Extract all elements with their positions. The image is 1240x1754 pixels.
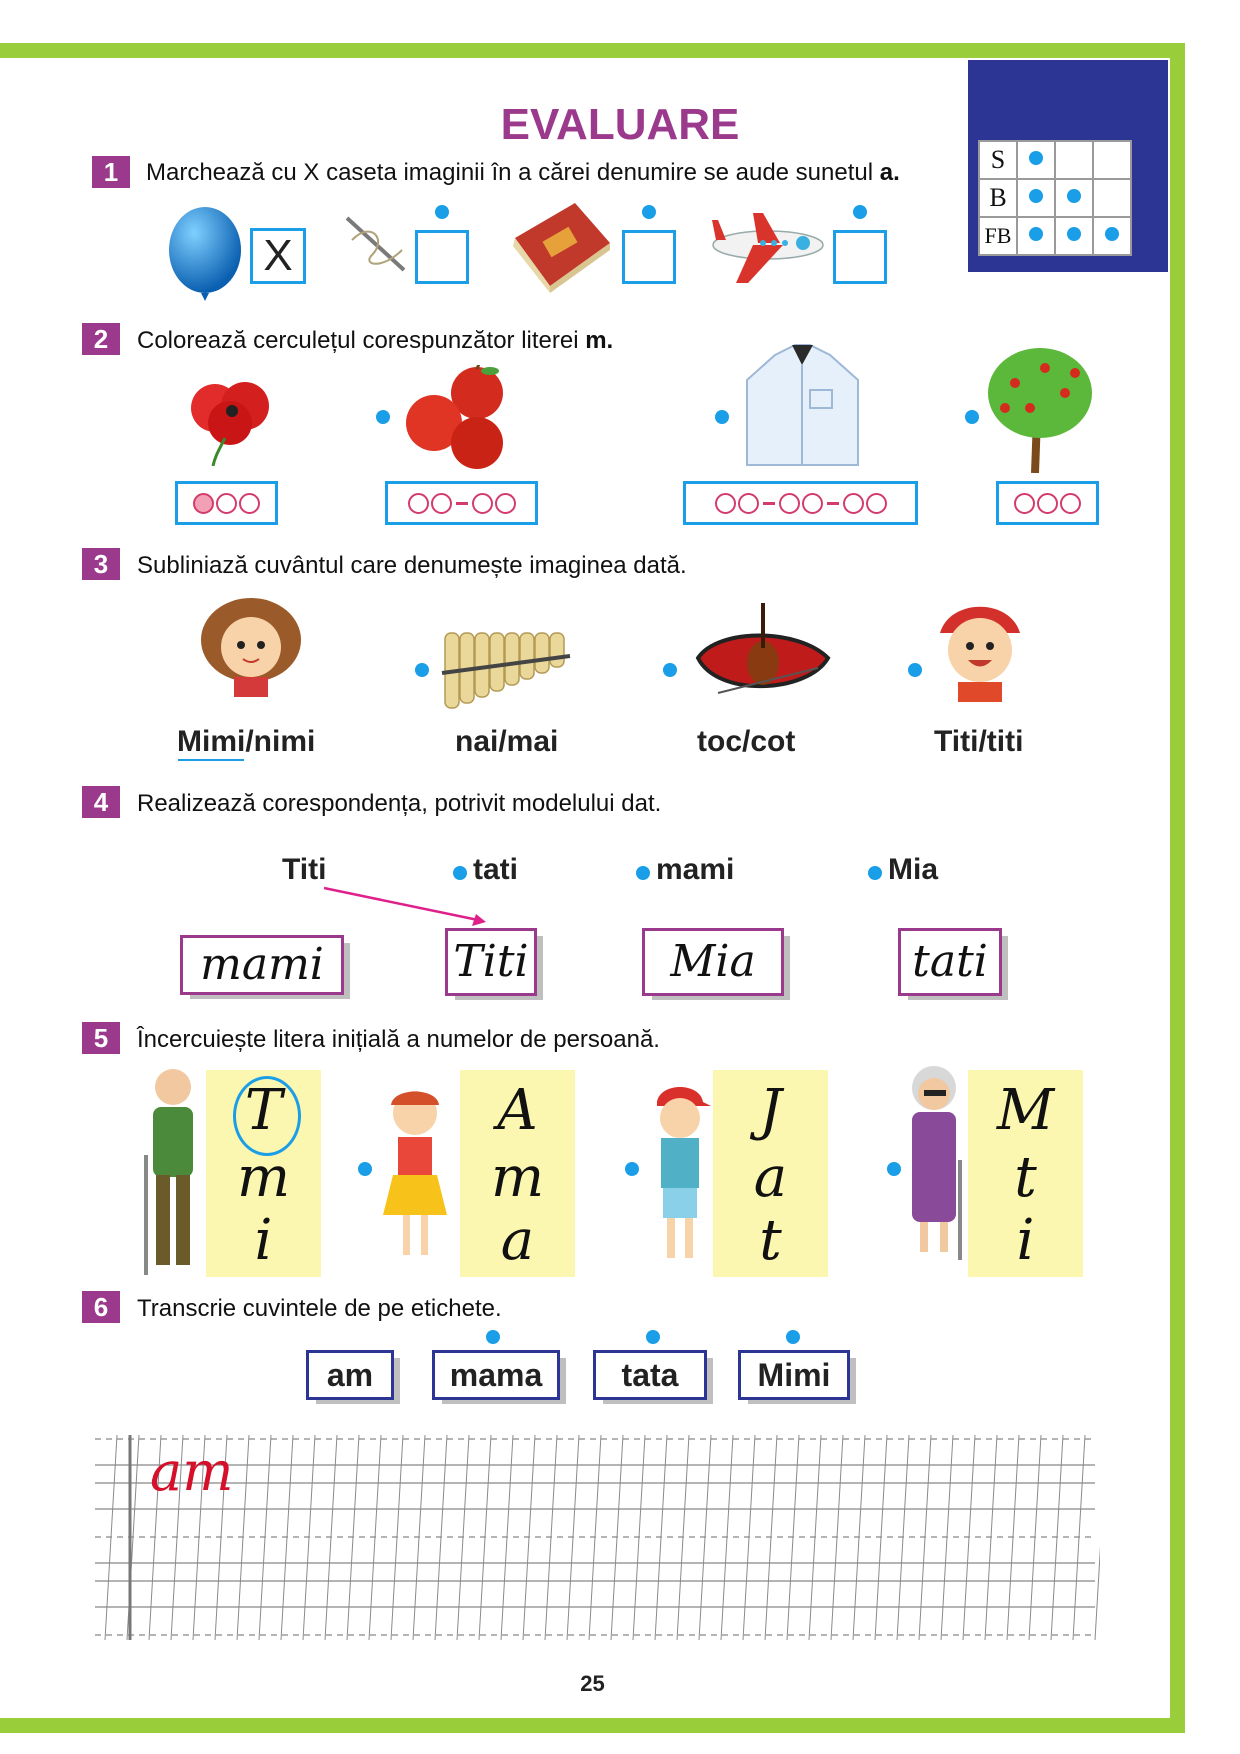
exercise-number-5: 5 (82, 1022, 120, 1054)
syllable-circle[interactable] (216, 493, 237, 514)
page-number: 25 (580, 1671, 605, 1696)
syllable-circle[interactable] (1060, 493, 1081, 514)
letter[interactable]: a (753, 1145, 788, 1210)
word-option-1[interactable]: Mimi/nimi (177, 725, 316, 758)
exercise-instruction-6: Transcrie cuvintele de pe etichete. (137, 1295, 502, 1322)
option-dot (853, 205, 867, 219)
cursive-card-4[interactable]: tati (898, 928, 1002, 996)
written-word: am (150, 1440, 234, 1503)
poppy-image (185, 378, 280, 466)
option-dot (715, 410, 729, 424)
balloon-image (165, 205, 245, 303)
apples-image (402, 365, 514, 473)
frame-bottom (0, 1718, 1185, 1733)
letter-column-3 (713, 1070, 828, 1277)
grade-dot (1105, 227, 1119, 241)
needle-thread-image (342, 210, 412, 280)
syllable-box-shirt (683, 481, 918, 525)
grade-dot (1029, 227, 1043, 241)
grade-label-fb: FB (979, 217, 1017, 255)
letter[interactable]: i (254, 1208, 273, 1273)
syllable-box-apples (385, 481, 538, 525)
option-dot (887, 1162, 901, 1176)
exercise-instruction-5: Încercuiește litera inițială a numelor de persoană. (137, 1026, 660, 1053)
letter[interactable]: a (500, 1208, 535, 1273)
grade-dot (1029, 151, 1043, 165)
letter[interactable]: t (1014, 1145, 1037, 1210)
exercise-instruction-1: Marchează cu X caseta imaginii în a cărei denumire se aude sunetul a. (146, 159, 900, 186)
option-dot (786, 1330, 800, 1344)
syllable-circle[interactable] (738, 493, 759, 514)
syllable-box-tree (996, 481, 1099, 525)
grandmother-image (900, 1060, 968, 1265)
letter[interactable]: m (236, 1145, 291, 1210)
syllable-box-poppy (175, 481, 278, 525)
answer-box-book[interactable] (622, 230, 676, 284)
option-dot (435, 205, 449, 219)
boy-cap-image (645, 1080, 715, 1265)
letter[interactable]: t (759, 1208, 782, 1273)
girl-image (196, 595, 306, 700)
exercise-instruction-3: Subliniază cuvântul care denumește imaginea dată. (137, 552, 687, 579)
violin-image (688, 598, 838, 716)
letter-column-4 (968, 1070, 1083, 1277)
underline-mark (178, 759, 244, 761)
syllable-circle[interactable] (431, 493, 452, 514)
letter[interactable]: J (759, 1078, 782, 1143)
syllable-circle[interactable] (1037, 493, 1058, 514)
syllable-circle-filled[interactable] (193, 493, 214, 514)
grade-label-b: B (979, 179, 1017, 217)
boy-image (930, 598, 1030, 703)
syllable-circle[interactable] (866, 493, 887, 514)
shirt-image (740, 340, 865, 475)
syllable-circle[interactable] (843, 493, 864, 514)
print-word-1: Titi (282, 853, 327, 886)
syllable-circle[interactable] (802, 493, 823, 514)
exercise-instruction-2: Colorează cerculețul corespunzător literei m. (137, 327, 614, 354)
grandfather-image (138, 1065, 208, 1280)
match-arrow (320, 880, 490, 930)
option-dot (358, 1162, 372, 1176)
word-option-3[interactable]: toc/cot (697, 725, 796, 758)
exercise-number-6: 6 (82, 1291, 120, 1323)
word-label-2: mama (432, 1350, 560, 1400)
exercise-number-2: 2 (82, 323, 120, 355)
grading-box (968, 60, 1168, 272)
option-dot (376, 410, 390, 424)
word-option-4[interactable]: Titi/titi (934, 725, 1024, 758)
option-dot (625, 1162, 639, 1176)
answer-box-needle[interactable] (415, 230, 469, 284)
handwriting-lines[interactable] (95, 1435, 1100, 1640)
syllable-circle[interactable] (715, 493, 736, 514)
option-dot (663, 663, 677, 677)
page-title: EVALUARE (500, 100, 740, 149)
grade-label-s: S (979, 141, 1017, 179)
syllable-circle[interactable] (495, 493, 516, 514)
grade-dot (1067, 189, 1081, 203)
option-dot (965, 410, 979, 424)
girl-pigtails-image (373, 1085, 458, 1265)
grade-dot (1029, 189, 1043, 203)
print-word-3: mami (656, 853, 735, 886)
syllable-circle[interactable] (1014, 493, 1035, 514)
letter[interactable]: M (996, 1078, 1055, 1143)
option-dot (636, 866, 650, 880)
frame-right (1170, 43, 1185, 1733)
syllable-circle[interactable] (239, 493, 260, 514)
word-label-1: am (306, 1350, 394, 1400)
option-dot (415, 663, 429, 677)
letter[interactable]: T (244, 1078, 283, 1143)
syllable-circle[interactable] (779, 493, 800, 514)
book-image (505, 198, 615, 293)
word-option-2[interactable]: nai/mai (455, 725, 559, 758)
pan-flute-image (440, 628, 580, 713)
syllable-circle[interactable] (408, 493, 429, 514)
option-dot (646, 1330, 660, 1344)
cursive-card-3[interactable]: Mia (642, 928, 784, 996)
letter[interactable]: m (490, 1145, 545, 1210)
letter[interactable]: A (497, 1078, 538, 1143)
exercise-number-4: 4 (82, 786, 120, 818)
frame-top (0, 43, 1185, 58)
airplane-image (708, 205, 828, 285)
option-dot (486, 1330, 500, 1344)
option-dot (908, 663, 922, 677)
word-label-3: tata (593, 1350, 707, 1400)
syllable-circle[interactable] (472, 493, 493, 514)
circled-letter-mark (233, 1076, 301, 1156)
option-dot (868, 866, 882, 880)
print-word-4: Mia (888, 853, 939, 886)
answer-box-airplane[interactable] (833, 230, 887, 284)
exercise-instruction-4: Realizează corespondența, potrivit modelului dat. (137, 790, 662, 817)
apple-tree-image (985, 343, 1095, 473)
word-label-4: Mimi (738, 1350, 850, 1400)
answer-box-balloon[interactable]: X (250, 228, 306, 284)
option-dot (642, 205, 656, 219)
letter[interactable]: i (1016, 1208, 1035, 1273)
grade-dot (1067, 227, 1081, 241)
letter-column-2 (460, 1070, 575, 1277)
exercise-number-1: 1 (92, 156, 130, 188)
option-dot (453, 866, 467, 880)
cursive-card-1[interactable]: mami (180, 935, 344, 995)
grading-table (978, 140, 1132, 256)
print-word-2: tati (473, 853, 518, 886)
letter-column-1 (206, 1070, 321, 1277)
exercise-number-3: 3 (82, 548, 120, 580)
cursive-card-2[interactable]: Titi (445, 928, 537, 996)
